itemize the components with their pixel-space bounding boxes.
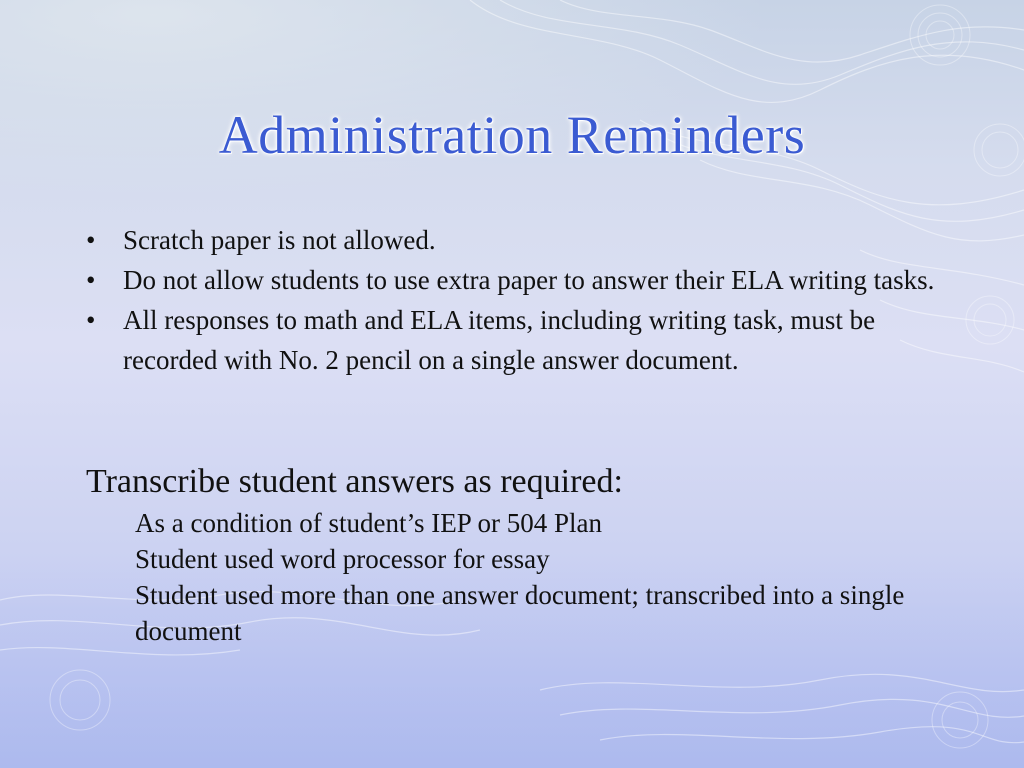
condition-item: Student used more than one answer document; transcribed into a single document: [135, 580, 905, 646]
bullet-item: [86, 220, 946, 260]
condition-item: As a condition of student’s IEP or 504 Plan: [135, 508, 602, 538]
condition-item: Student used word processor for essay: [135, 544, 550, 574]
bullet-text: Do not allow students to use extra paper to answer their ELA writing tasks.: [123, 265, 935, 295]
slide-title: Administration Reminders: [218, 105, 806, 165]
bullet-icon: •: [86, 265, 96, 295]
bullet-text: Scratch paper is not allowed.: [123, 225, 436, 255]
bullet-icon: •: [86, 225, 96, 255]
transcribe-heading: Transcribe student answers as required:: [86, 463, 623, 500]
bullet-icon: •: [86, 305, 96, 335]
bullet-item: [86, 300, 946, 380]
reminder-bullet-list: [86, 220, 946, 380]
bullet-item: [86, 260, 946, 300]
transcribe-conditions-list: [135, 505, 955, 649]
bullet-text: All responses to math and ELA items, including writing task, must be recorded with No. 2 pencil on a single answer document.: [123, 305, 876, 375]
